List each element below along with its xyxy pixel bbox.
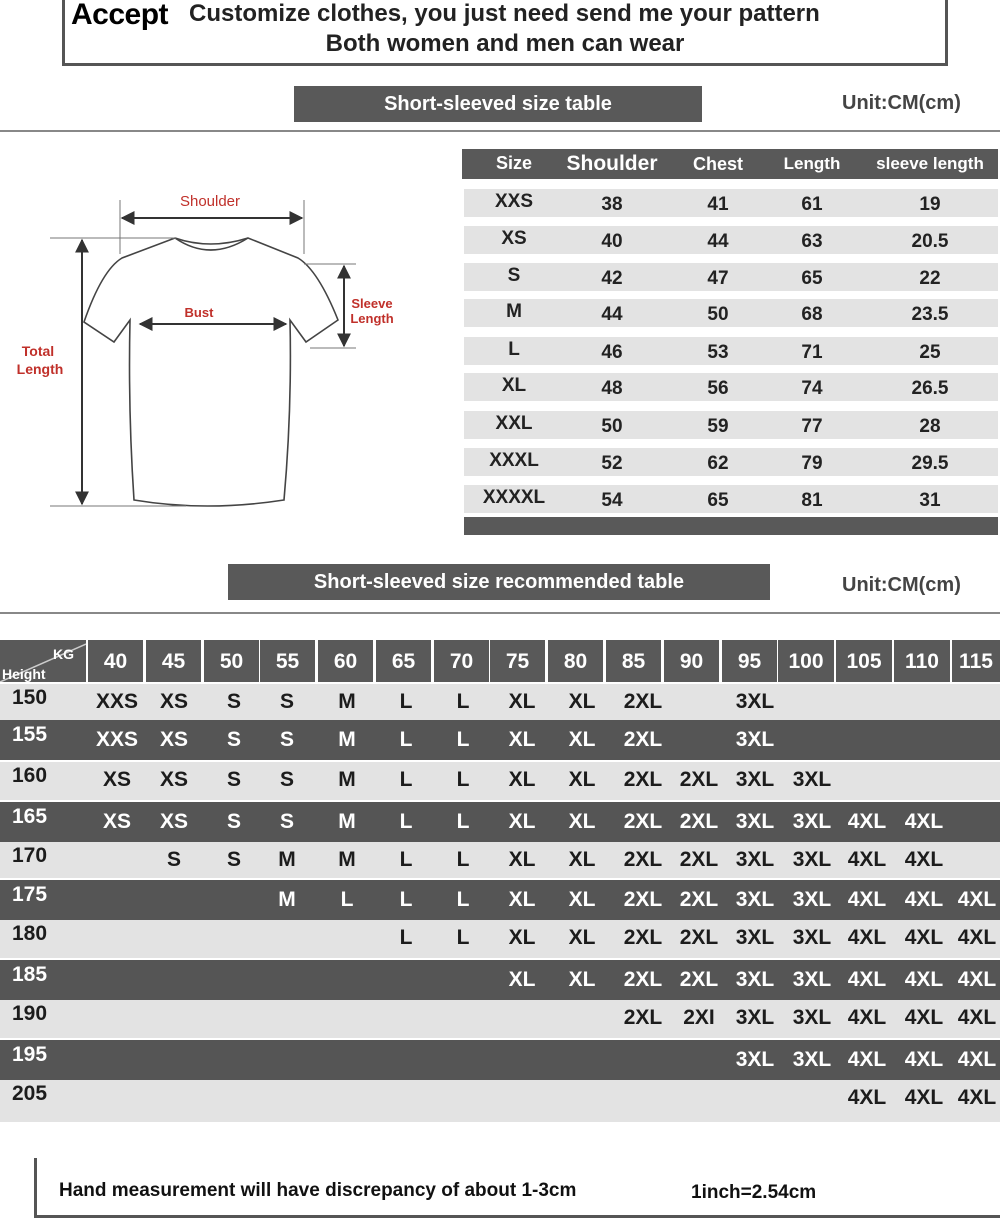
- size-recommendation: 3XL: [735, 848, 775, 871]
- size-recommendation: 2XL: [623, 968, 663, 991]
- measurement-cell: 20.5: [911, 231, 949, 252]
- size-recommendation: 2XL: [679, 926, 719, 949]
- measurement-cell: 63: [801, 231, 823, 252]
- table-row: [464, 263, 998, 291]
- size-recommendation: 3XL: [735, 690, 775, 713]
- size-recommendation: L: [399, 768, 413, 791]
- size-recommendation: M: [338, 728, 356, 751]
- size-recommendation: S: [166, 848, 181, 871]
- shoulder-label: Shoulder: [179, 193, 241, 210]
- weight-header: 100: [778, 640, 834, 682]
- size-recommendation: 4XL: [847, 810, 887, 833]
- height-cell: 180: [12, 922, 48, 945]
- measurement-cell: 40: [601, 231, 623, 252]
- height-cell: 160: [12, 764, 48, 787]
- size-table-title: Short-sleeved size table: [294, 86, 702, 122]
- size-recommendation: XL: [568, 926, 596, 949]
- size-recommendation: 4XL: [904, 926, 944, 949]
- measurement-cell: 31: [919, 490, 941, 511]
- measurement-cell: 23.5: [911, 304, 949, 325]
- measurement-cell: 42: [601, 268, 623, 289]
- table-row: [464, 373, 998, 401]
- corner-height: Height: [2, 666, 46, 682]
- size-recommendation: 4XL: [904, 1006, 944, 1029]
- measurement-cell: 68: [801, 304, 823, 325]
- weight-header: 40: [88, 640, 143, 682]
- size-recommendation: L: [399, 848, 413, 871]
- size-recommendation: 2XL: [623, 810, 663, 833]
- size-recommendation: 4XL: [847, 1006, 887, 1029]
- size-cell: XS: [501, 228, 527, 249]
- header-shoulder: Shoulder: [566, 152, 658, 175]
- measurement-cell: 29.5: [911, 453, 949, 474]
- height-cell: 165: [12, 805, 48, 828]
- size-recommendation: L: [399, 810, 413, 833]
- size-recommendation: S: [279, 690, 294, 713]
- size-recommendation: 3XL: [735, 926, 775, 949]
- weight-header: 95: [722, 640, 777, 682]
- corner-kg: KG: [53, 646, 74, 662]
- recommend-table-title: Short-sleeved size recommended table: [228, 564, 770, 600]
- size-recommendation: 3XL: [792, 888, 832, 911]
- size-recommendation: 4XL: [847, 888, 887, 911]
- table-row: [464, 189, 998, 217]
- size-recommendation: 3XL: [735, 768, 775, 791]
- size-recommendation: 3XL: [792, 810, 832, 833]
- height-cell: 175: [12, 883, 48, 906]
- measurement-cell: 47: [707, 268, 729, 289]
- weight-header: 80: [548, 640, 603, 682]
- size-recommendation: XL: [568, 728, 596, 751]
- size-recommendation: L: [456, 768, 470, 791]
- divider: [0, 130, 1000, 132]
- measurement-cell: 50: [601, 416, 623, 437]
- weight-header: 50: [204, 640, 259, 682]
- size-recommendation: 2XL: [623, 690, 663, 713]
- weight-header: 75: [490, 640, 545, 682]
- table-row: [0, 880, 1000, 920]
- size-cell: S: [507, 265, 521, 286]
- size-recommendation: 4XL: [904, 888, 944, 911]
- size-recommendation: L: [456, 690, 470, 713]
- table-row: [0, 1000, 1000, 1038]
- size-recommendation: L: [399, 690, 413, 713]
- weight-header: 60: [318, 640, 373, 682]
- size-recommendation: XL: [508, 810, 536, 833]
- size-recommendation: 2XL: [623, 728, 663, 751]
- measurement-cell: 38: [601, 194, 623, 215]
- size-recommendation: L: [456, 926, 470, 949]
- total-length-label-2: Length: [16, 361, 64, 377]
- size-recommendation: XS: [102, 768, 131, 791]
- size-cell: XXXXL: [482, 487, 546, 508]
- size-recommendation: L: [456, 888, 470, 911]
- header-chest: Chest: [692, 154, 743, 174]
- size-recommendation: 4XL: [847, 1048, 887, 1071]
- size-recommendation: M: [278, 888, 296, 911]
- size-table-header: [462, 149, 998, 179]
- corner-cell: [0, 640, 86, 682]
- height-cell: 190: [12, 1002, 48, 1025]
- measurement-cell: 79: [801, 453, 823, 474]
- height-cell: 170: [12, 844, 48, 867]
- size-recommendation: 2XL: [679, 810, 719, 833]
- banner-accept: Accept: [71, 0, 169, 31]
- size-table-unit: Unit:CM(cm): [842, 92, 961, 114]
- size-recommendation: M: [338, 768, 356, 791]
- size-recommendation: M: [278, 848, 296, 871]
- size-recommendation: XS: [102, 810, 131, 833]
- measurement-cell: 50: [707, 304, 729, 325]
- measurement-cell: 25: [919, 342, 941, 363]
- size-recommendation: 3XL: [735, 1006, 775, 1029]
- size-recommendation: 2XL: [623, 1006, 663, 1029]
- size-recommendation: 2XL: [623, 768, 663, 791]
- measurement-note: Hand measurement will have discrepancy of about 1-3cm: [59, 1180, 577, 1201]
- weight-header: 45: [146, 640, 201, 682]
- table-row: [464, 299, 998, 327]
- size-recommendation: M: [338, 848, 356, 871]
- header-length: Length: [783, 154, 841, 173]
- size-recommendation: XL: [508, 848, 536, 871]
- weight-header: 85: [606, 640, 661, 682]
- size-recommendation: 4XL: [904, 1086, 944, 1109]
- size-recommendation: XL: [508, 690, 536, 713]
- size-recommendation: M: [338, 810, 356, 833]
- height-cell: 195: [12, 1043, 48, 1066]
- size-recommendation: XL: [508, 888, 536, 911]
- size-recommendation: XL: [568, 768, 596, 791]
- measurement-cell: 28: [919, 416, 941, 437]
- size-cell: XL: [501, 375, 527, 396]
- size-recommendation: 2XL: [679, 968, 719, 991]
- size-recommendation: XL: [568, 810, 596, 833]
- size-recommendation: 4XL: [904, 968, 944, 991]
- measurement-cell: 26.5: [911, 378, 949, 399]
- size-recommendation: XL: [508, 768, 536, 791]
- size-recommendation: M: [338, 690, 356, 713]
- height-cell: 185: [12, 963, 48, 986]
- size-recommendation: 3XL: [735, 810, 775, 833]
- table-row: [0, 1080, 1000, 1122]
- table-row: [0, 842, 1000, 878]
- size-recommendation: L: [456, 728, 470, 751]
- size-recommendation: XL: [568, 690, 596, 713]
- size-recommendation: 3XL: [792, 926, 832, 949]
- size-recommendation: 3XL: [792, 1006, 832, 1029]
- size-recommendation: 2XL: [679, 768, 719, 791]
- size-recommendation: 3XL: [792, 768, 832, 791]
- height-cell: 205: [12, 1082, 48, 1105]
- recommend-table-unit: Unit:CM(cm): [842, 574, 961, 596]
- measurement-cell: 22: [919, 268, 941, 289]
- size-recommendation: L: [399, 728, 413, 751]
- measurement-cell: 41: [707, 194, 729, 215]
- size-recommendation: 4XL: [847, 926, 887, 949]
- size-cell: L: [508, 339, 520, 360]
- weight-header: 55: [260, 640, 315, 682]
- tshirt-diagram: [0, 170, 460, 530]
- measurement-cell: 44: [601, 304, 623, 325]
- size-cell: XXL: [495, 413, 533, 434]
- size-recommendation: 2XL: [623, 848, 663, 871]
- table-row: [0, 762, 1000, 800]
- size-recommendation: S: [226, 728, 241, 751]
- measurement-cell: 74: [801, 378, 823, 399]
- size-recommendation: 3XL: [792, 1048, 832, 1071]
- table-row: [464, 485, 998, 513]
- bust-label: Bust: [184, 305, 214, 320]
- size-recommendation: S: [279, 768, 294, 791]
- table-row: [0, 960, 1000, 1000]
- banner-line2: Both women and men can wear: [325, 30, 685, 57]
- size-recommendation: S: [226, 848, 241, 871]
- top-banner: [62, 0, 948, 66]
- size-recommendation: S: [279, 728, 294, 751]
- size-recommendation: 2XL: [623, 926, 663, 949]
- size-recommendation: S: [226, 810, 241, 833]
- size-recommendation: 3XL: [792, 968, 832, 991]
- weight-header: 90: [664, 640, 719, 682]
- divider: [0, 612, 1000, 614]
- table-row: [0, 802, 1000, 842]
- size-recommendation: 3XL: [735, 888, 775, 911]
- size-recommendation: 3XL: [735, 1048, 775, 1071]
- size-recommendation: 4XL: [904, 810, 944, 833]
- size-recommendation: L: [340, 888, 354, 911]
- weight-header: 110: [894, 640, 950, 682]
- size-recommendation: S: [279, 810, 294, 833]
- height-cell: 150: [12, 686, 48, 709]
- size-recommendation: S: [226, 690, 241, 713]
- table-row: [0, 684, 1000, 722]
- size-recommendation: 2XL: [679, 888, 719, 911]
- table-row: [0, 920, 1000, 958]
- size-recommendation: XL: [508, 728, 536, 751]
- measurement-cell: 52: [601, 453, 623, 474]
- weight-header: 70: [434, 640, 489, 682]
- size-recommendation: XS: [159, 768, 188, 791]
- size-recommendation: XXS: [95, 728, 139, 751]
- measurement-cell: 71: [801, 342, 823, 363]
- size-recommendation: 2XI: [683, 1006, 715, 1029]
- size-recommendation: XL: [508, 968, 536, 991]
- table-row: [0, 1040, 1000, 1080]
- measurement-cell: 53: [707, 342, 729, 363]
- measurement-cell: 61: [801, 194, 823, 215]
- measurement-cell: 48: [601, 378, 623, 399]
- size-recommendation: XS: [159, 810, 188, 833]
- size-table-footer-bar: [464, 517, 998, 535]
- banner-line1: Customize clothes, you just need send me your pattern: [189, 0, 820, 27]
- size-recommendation: 3XL: [792, 848, 832, 871]
- size-cell: XXS: [494, 191, 534, 212]
- measurement-cell: 77: [801, 416, 823, 437]
- header-sleeve-length: sleeve length: [876, 154, 984, 173]
- size-recommendation: 4XL: [847, 1086, 887, 1109]
- measurement-cell: 81: [801, 490, 823, 511]
- table-row: [464, 448, 998, 476]
- size-recommendation: L: [399, 888, 413, 911]
- size-recommendation: 2XL: [623, 888, 663, 911]
- size-recommendation: XL: [508, 926, 536, 949]
- size-recommendation: 3XL: [735, 968, 775, 991]
- measurement-cell: 65: [801, 268, 823, 289]
- tshirt-outline: [84, 238, 338, 506]
- size-recommendation: 2XL: [679, 848, 719, 871]
- total-length-label: Total: [21, 343, 55, 359]
- size-recommendation: 4XL: [847, 968, 887, 991]
- header-size: Size: [495, 153, 533, 173]
- size-recommendation: XS: [159, 690, 188, 713]
- size-recommendation: 4XL: [957, 1006, 997, 1029]
- size-recommendation: L: [456, 810, 470, 833]
- measurement-cell: 65: [707, 490, 729, 511]
- measurement-cell: 62: [707, 453, 729, 474]
- weight-header: 65: [376, 640, 431, 682]
- measurement-cell: 54: [601, 490, 623, 511]
- size-recommendation: XL: [568, 968, 596, 991]
- table-row: [0, 720, 1000, 760]
- size-recommendation: XL: [568, 848, 596, 871]
- size-cell: M: [506, 301, 522, 322]
- height-cell: 155: [12, 723, 48, 746]
- size-recommendation: L: [399, 926, 413, 949]
- size-recommendation: L: [456, 848, 470, 871]
- footer: [34, 1158, 1000, 1218]
- size-recommendation: 4XL: [847, 848, 887, 871]
- size-recommendation: 4XL: [904, 848, 944, 871]
- size-recommendation: XS: [159, 728, 188, 751]
- table-row: [464, 411, 998, 439]
- size-recommendation: 4XL: [904, 1048, 944, 1071]
- size-cell: XXXL: [489, 450, 539, 471]
- measurement-cell: 59: [707, 416, 729, 437]
- size-recommendation: S: [226, 768, 241, 791]
- measurement-cell: 19: [919, 194, 941, 215]
- table-row: [464, 337, 998, 365]
- size-recommendation: XL: [568, 888, 596, 911]
- table-row: [464, 226, 998, 254]
- size-recommendation: 3XL: [735, 728, 775, 751]
- size-recommendation: 4XL: [957, 888, 997, 911]
- weight-header: 115: [952, 640, 1000, 682]
- weight-header: 105: [836, 640, 892, 682]
- size-recommendation: 4XL: [957, 968, 997, 991]
- measurement-cell: 44: [707, 231, 729, 252]
- measurement-cell: 46: [601, 342, 623, 363]
- measurement-cell: 56: [707, 378, 729, 399]
- size-recommendation: 4XL: [957, 1086, 997, 1109]
- size-recommendation: 4XL: [957, 1048, 997, 1071]
- size-recommendation: 4XL: [957, 926, 997, 949]
- inch-conversion: 1inch=2.54cm: [691, 1182, 817, 1203]
- sleeve-label: Sleeve: [351, 296, 393, 311]
- sleeve-label-2: Length: [350, 311, 394, 326]
- size-recommendation: XXS: [95, 690, 139, 713]
